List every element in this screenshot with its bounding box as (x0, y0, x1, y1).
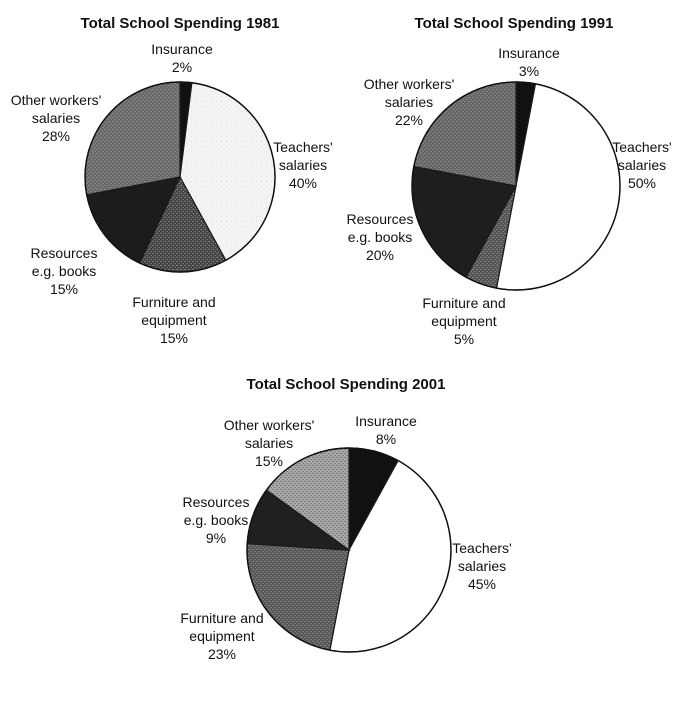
slice-label-furniture-and-equipment (132, 294, 215, 346)
slice-name-label: Resources (182, 494, 250, 510)
slice-name-label: Furniture and (422, 295, 506, 311)
slice-value-label: 5% (453, 331, 475, 347)
chart-title: Total School Spending 2001 (246, 376, 446, 393)
slice-label-resources-e-g-books (347, 211, 414, 263)
slice-name-label: salaries (457, 558, 507, 574)
slice-name-label: salaries (278, 157, 328, 173)
slice-label-insurance (355, 413, 417, 447)
slice-value-label: 8% (375, 431, 397, 447)
slice-name-label: equipment (431, 313, 497, 329)
slice-name-label: Teachers' (452, 540, 512, 556)
slice-name-label: Insurance (355, 413, 417, 429)
slice-name-label: Other workers' (223, 417, 315, 433)
slice-label-teachers-salaries (612, 139, 671, 191)
slice-value-label: 50% (627, 175, 657, 191)
slice-label-furniture-and-equipment (422, 295, 505, 347)
slice-label-resources-e-g-books (31, 245, 98, 297)
slice-name-label: Insurance (498, 45, 560, 61)
pie-chart-3 (180, 376, 511, 662)
slice-value-label: 20% (365, 247, 395, 263)
slice-name-label: Furniture and (180, 610, 264, 626)
slice-value-label: 28% (41, 128, 71, 144)
slice-name-label: equipment (189, 628, 255, 644)
slice-label-insurance (151, 41, 213, 75)
slice-name-label: equipment (141, 312, 207, 328)
slice-name-label: salaries (31, 110, 81, 126)
slice-name-label: Teachers' (612, 139, 672, 155)
slice-label-furniture-and-equipment (180, 610, 263, 662)
slice-value-label: 23% (207, 646, 237, 662)
slice-value-label: 45% (467, 576, 497, 592)
slice-name-label: salaries (244, 435, 294, 451)
slice-name-label: Other workers' (10, 92, 102, 108)
slice-value-label: 3% (518, 63, 540, 79)
slice-name-label: Resources (30, 245, 98, 261)
slice-value-label: 15% (254, 453, 284, 469)
slice-name-label: e.g. books (183, 512, 249, 528)
slice-name-label: e.g. books (31, 263, 97, 279)
slice-name-label: Teachers' (273, 139, 333, 155)
pie-chart-1 (11, 15, 333, 346)
slice-name-label: Resources (346, 211, 414, 227)
slice-name-label: Furniture and (132, 294, 216, 310)
slice-label-resources-e-g-books (183, 494, 250, 546)
slice-name-label: Other workers' (363, 76, 455, 92)
chart-title: Total School Spending 1981 (80, 15, 280, 32)
slice-value-label: 15% (49, 281, 79, 297)
slice-label-other-workers-salaries (11, 92, 102, 144)
slice-value-label: 9% (205, 530, 227, 546)
slice-label-teachers-salaries (273, 139, 332, 191)
slice-name-label: salaries (617, 157, 667, 173)
slice-value-label: 15% (159, 330, 189, 346)
slice-label-teachers-salaries (452, 540, 511, 592)
slice-value-label: 2% (171, 59, 193, 75)
slice-name-label: Insurance (151, 41, 213, 57)
slice-name-label: e.g. books (347, 229, 413, 245)
slice-name-label: salaries (384, 94, 434, 110)
pie-chart-2 (347, 15, 672, 347)
slice-label-insurance (498, 45, 560, 79)
slice-value-label: 22% (394, 112, 424, 128)
slice-value-label: 40% (288, 175, 318, 191)
chart-title: Total School Spending 1991 (414, 15, 614, 32)
